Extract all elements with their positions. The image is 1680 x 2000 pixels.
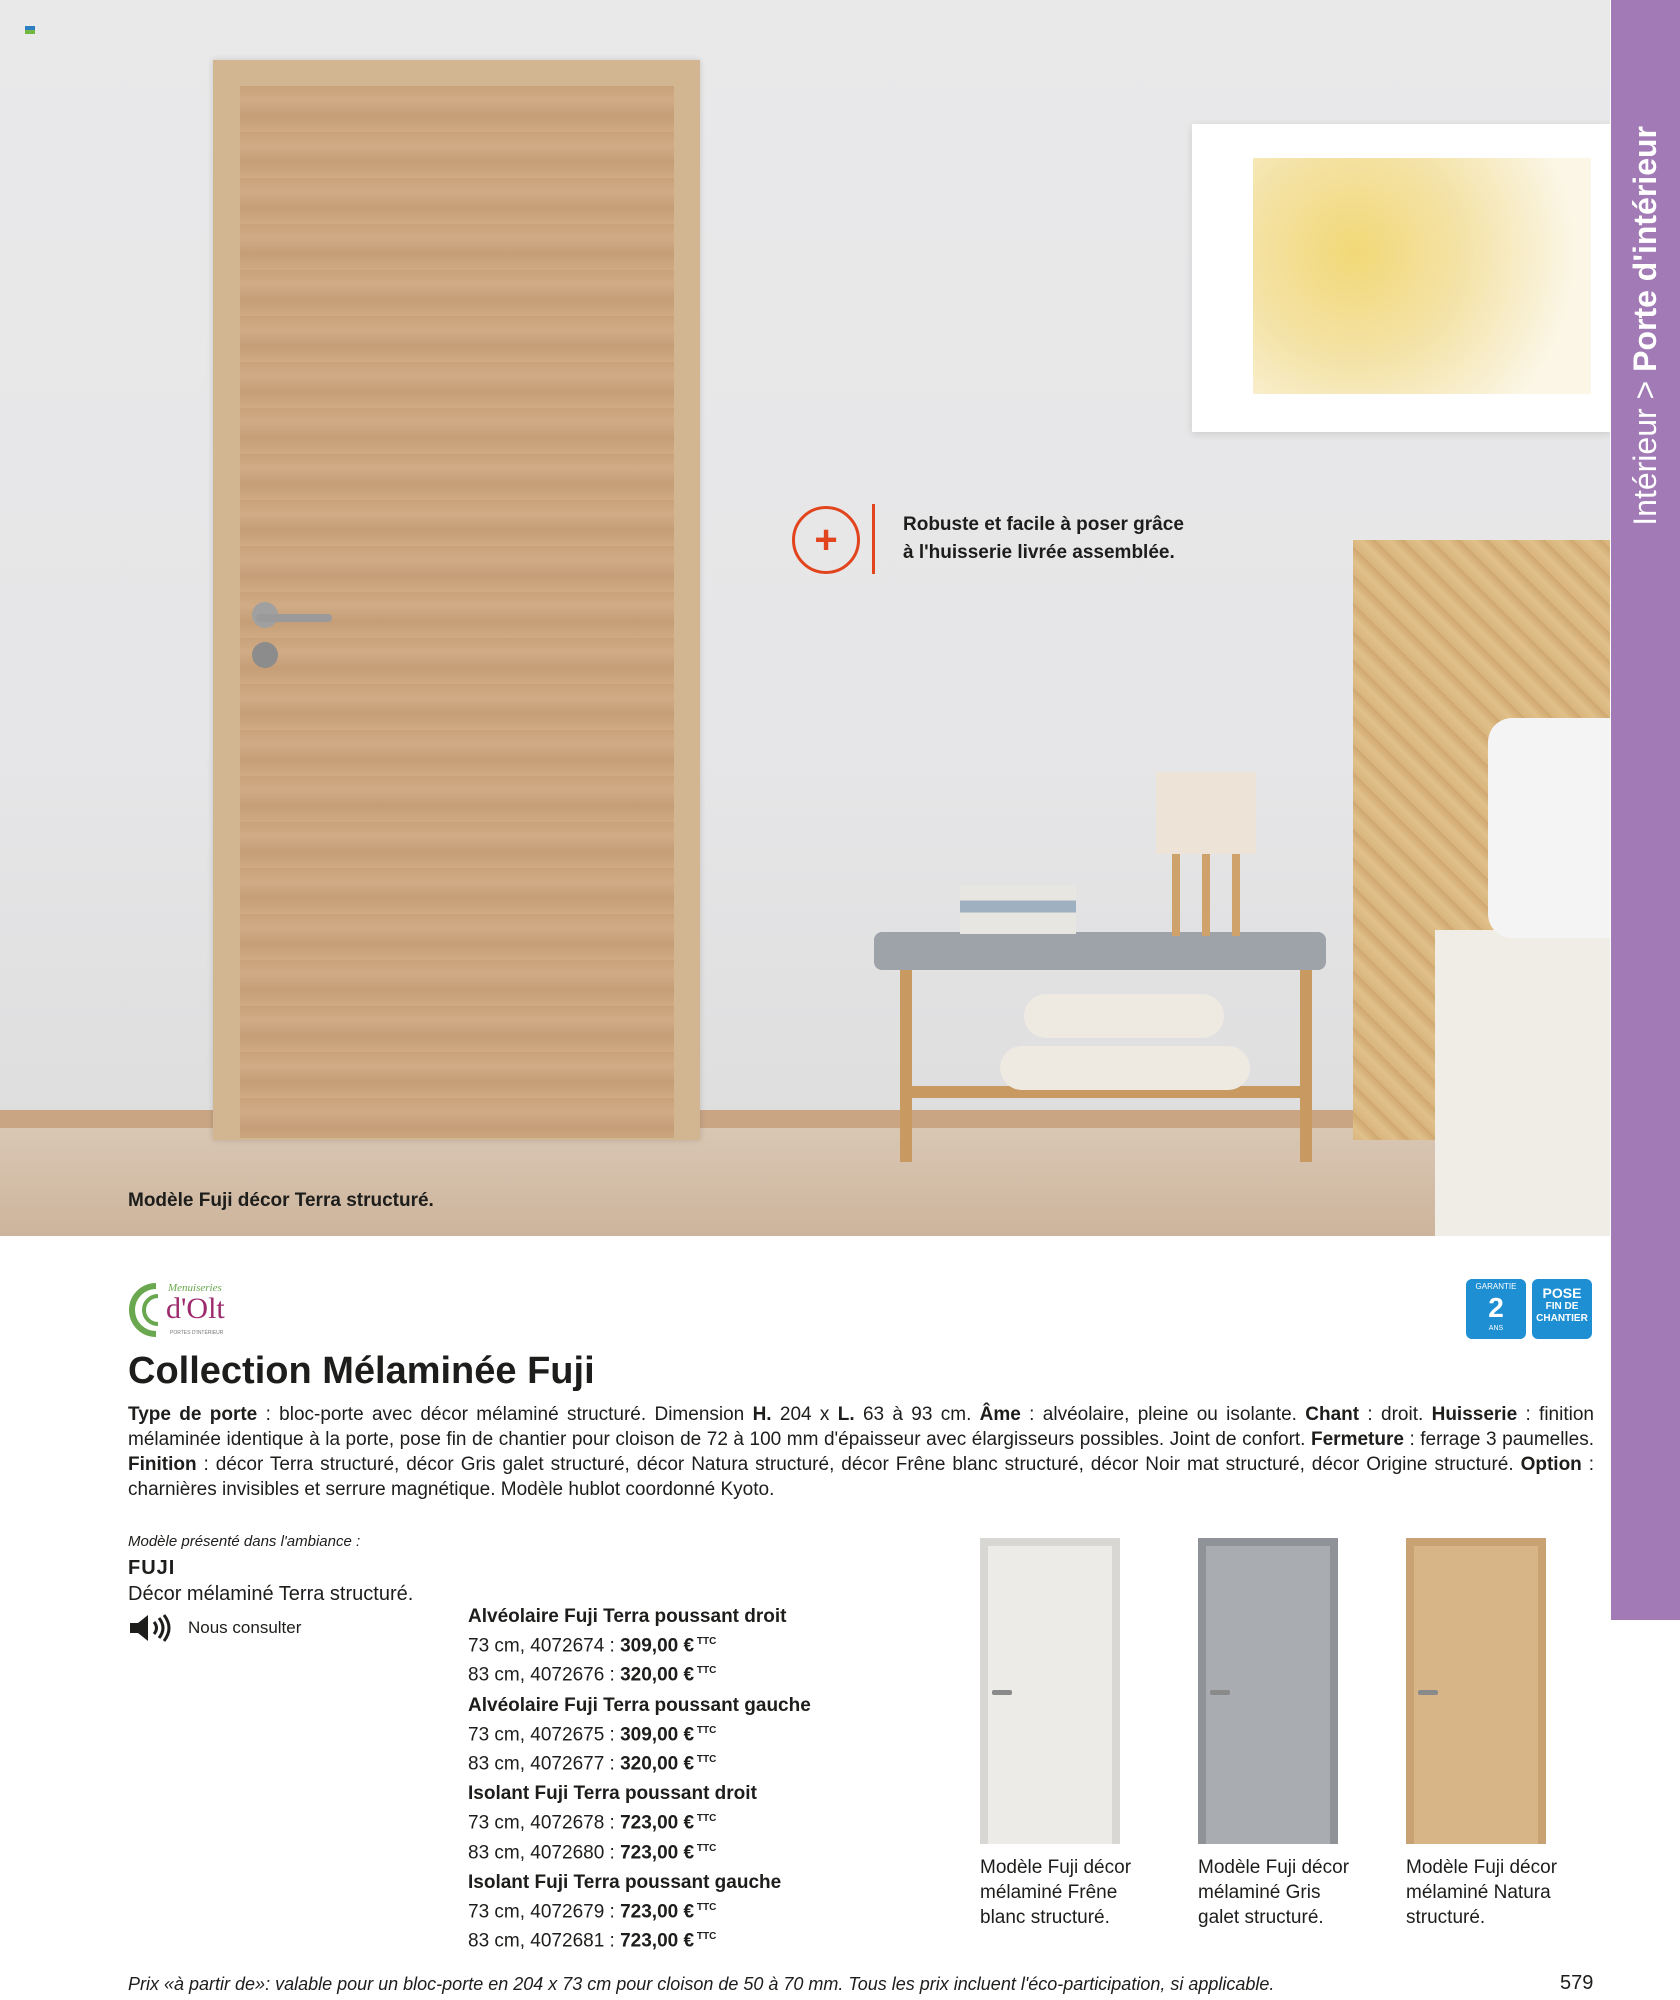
feature-line-2: à l'huisserie livrée assemblée. <box>903 542 1175 563</box>
price-footnote: Prix «à partir de»: valable pour un bloc-porte en 204 x 73 cm pour cloison de 50 à 70 mm. Tous les prix incluent l'éco-participation, si applicable. <box>128 1974 1275 1994</box>
description-term: L. <box>837 1404 855 1425</box>
bed <box>1435 930 1610 1236</box>
lamp-leg <box>1232 852 1240 936</box>
price-tax: TTC <box>694 1901 717 1913</box>
variant-caption-line: structuré. <box>1406 1907 1486 1928</box>
variant-door-leaf <box>988 1546 1112 1844</box>
brand-sub: Menuiseries <box>168 1282 222 1294</box>
price-reference: 83 cm, 4072677 : <box>468 1753 621 1775</box>
feature-divider <box>872 504 875 574</box>
price-group-title: Alvéolaire Fuji Terra poussant droit <box>468 1606 787 1627</box>
feature-line-1: Robuste et facile à poser grâce <box>903 514 1184 535</box>
lamp-leg <box>1172 852 1180 936</box>
floor <box>0 1128 1610 1236</box>
bench-leg <box>900 966 912 1162</box>
variant-door-image <box>1198 1538 1338 1844</box>
price-tax: TTC <box>694 1842 717 1854</box>
collection-title: Collection Mélaminée Fuji <box>128 1350 595 1392</box>
wall-picture-art <box>1253 158 1591 394</box>
price-line <box>468 1747 888 1776</box>
hero-caption: Modèle Fuji décor Terra structuré. <box>128 1190 434 1211</box>
price-line <box>468 1836 888 1865</box>
speaker-icon <box>128 1613 174 1643</box>
variant-caption-line: Modèle Fuji décor <box>1198 1857 1350 1878</box>
pose-line-2: FIN DE <box>1545 1301 1579 1312</box>
description-term: Fermeture <box>1311 1429 1404 1450</box>
bench-seat <box>874 932 1326 970</box>
section-separator: > <box>1627 381 1663 400</box>
ambiance-decor: Décor mélaminé Terra structuré. <box>128 1583 414 1605</box>
door-handle <box>256 614 332 622</box>
price-group-title: Isolant Fuji Terra poussant droit <box>468 1783 757 1805</box>
section-name: Intérieur <box>1627 408 1663 526</box>
variant-door-leaf <box>1206 1546 1330 1844</box>
bench-cushion <box>1000 1046 1250 1090</box>
description-text: : charnières invisibles et serrure magnétique. Modèle hublot coordonné Kyoto. <box>128 1454 1594 1500</box>
bench-leg <box>1300 966 1312 1162</box>
description-text: : bloc-porte avec décor mélaminé structuré. Dimension <box>257 1404 753 1425</box>
pose-line-3: CHANTIER <box>1536 1313 1588 1324</box>
variant-caption-line: Modèle Fuji décor <box>980 1857 1132 1878</box>
price-group-title: Alvéolaire Fuji Terra poussant gauche <box>468 1694 811 1716</box>
lamp-shade <box>1156 772 1256 854</box>
description-text: 63 à 93 cm. <box>854 1404 980 1425</box>
ambiance-label: Modèle présenté dans l'ambiance : <box>128 1533 361 1550</box>
description-text: : alvéolaire, pleine ou isolante. <box>1020 1404 1306 1425</box>
print-mark-icon <box>25 26 35 34</box>
price-amount: 309,00 € <box>620 1635 695 1657</box>
consult-text: Nous consulter <box>188 1618 302 1637</box>
lamp-leg <box>1202 852 1210 936</box>
price-line <box>468 1895 888 1924</box>
variant-door-leaf <box>1414 1546 1538 1844</box>
price-reference: 73 cm, 4072679 : <box>468 1901 621 1923</box>
variant-caption-line: blanc structuré. <box>980 1907 1110 1928</box>
description-term: H. <box>752 1404 772 1425</box>
pillow <box>1488 718 1610 938</box>
variant-caption-line: mélaminé Gris <box>1198 1882 1321 1903</box>
price-reference: 83 cm, 4072676 : <box>468 1664 621 1686</box>
variant-door-handle <box>992 1690 1012 1695</box>
books <box>960 886 1076 934</box>
variant-caption-line: Modèle Fuji décor <box>1406 1857 1558 1878</box>
brand-tagline: PORTES D'INTÉRIEUR <box>170 1330 224 1336</box>
price-amount: 320,00 € <box>620 1753 695 1775</box>
description-term: Finition <box>128 1454 197 1475</box>
price-tax: TTC <box>694 1813 717 1825</box>
variant-door-handle <box>1418 1690 1438 1695</box>
collection-description <box>128 1402 1594 1502</box>
variant-caption-line: mélaminé Frêne <box>980 1882 1118 1903</box>
guarantee-unit: ANS <box>1488 1325 1504 1332</box>
price-tax: TTC <box>694 1665 717 1677</box>
price-reference: 73 cm, 4072678 : <box>468 1812 621 1834</box>
price-line <box>468 1658 888 1687</box>
plus-circle-icon: + <box>792 506 860 574</box>
price-reference: 83 cm, 4072681 : <box>468 1930 621 1952</box>
description-text: 204 x <box>771 1404 838 1425</box>
price-amount: 309,00 € <box>620 1723 695 1745</box>
price-line <box>468 1629 888 1658</box>
price-reference: 73 cm, 4072675 : <box>468 1723 621 1745</box>
description-text: : droit. <box>1359 1404 1432 1425</box>
door-leaf <box>240 86 674 1138</box>
variant-caption <box>980 1855 1180 1930</box>
price-list <box>468 1605 888 1960</box>
guarantee-years: 2 <box>1488 1292 1504 1323</box>
price-tax: TTC <box>694 1753 717 1765</box>
description-term: Huisserie <box>1431 1404 1518 1425</box>
consult-block <box>128 1613 301 1643</box>
price-tax: TTC <box>694 1931 717 1943</box>
variant-caption-line: galet structuré. <box>1198 1907 1324 1928</box>
door-keyhole <box>252 642 278 668</box>
variant-caption <box>1198 1855 1398 1930</box>
page-number: 579 <box>1560 1972 1594 1994</box>
variant-door-image <box>980 1538 1120 1844</box>
variant-door-image <box>1406 1538 1546 1844</box>
bench-cushion <box>1024 994 1224 1038</box>
price-amount: 723,00 € <box>620 1841 695 1863</box>
price-amount: 723,00 € <box>620 1930 695 1952</box>
price-line <box>468 1924 888 1953</box>
price-reference: 73 cm, 4072674 : <box>468 1635 621 1657</box>
price-group <box>468 1605 888 1688</box>
section-tab-label <box>1611 86 1680 526</box>
price-group <box>468 1782 888 1865</box>
description-term: Type de porte <box>128 1404 258 1425</box>
price-line <box>468 1806 888 1835</box>
description-term: Option <box>1520 1454 1582 1475</box>
description-text: : finition mélaminée identique à la porte, pose fin de chantier pour cloison de 72 à 100 mm d'épaisseur avec élargisseurs possibles. Joint de confort. <box>128 1404 1594 1450</box>
ambiance-model: FUJI <box>128 1557 176 1579</box>
price-reference: 83 cm, 4072680 : <box>468 1841 621 1863</box>
price-amount: 723,00 € <box>620 1901 695 1923</box>
pose-line-1: POSE <box>1542 1285 1582 1301</box>
variant-caption <box>1406 1855 1606 1930</box>
brand-name: d'Olt <box>166 1292 225 1325</box>
description-text: : décor Terra structuré, décor Gris galet structuré, décor Natura structuré, décor Frêne blanc structuré, décor Noir mat structuré, décor Origine structuré. <box>196 1454 1521 1475</box>
variant-door-handle <box>1210 1690 1230 1695</box>
subsection-name: Porte d'intérieur <box>1627 126 1663 373</box>
variant-caption-line: mélaminé Natura <box>1406 1882 1551 1903</box>
guarantee-badge <box>1466 1279 1526 1339</box>
price-amount: 320,00 € <box>620 1664 695 1686</box>
price-group-title: Isolant Fuji Terra poussant gauche <box>468 1871 782 1893</box>
price-line <box>468 1718 888 1747</box>
guarantee-label: GARANTIE <box>1475 1282 1517 1291</box>
pose-badge <box>1532 1279 1592 1339</box>
description-text: : ferrage 3 paumelles. <box>1403 1429 1595 1450</box>
description-term: Âme <box>979 1404 1021 1425</box>
price-group <box>468 1694 888 1777</box>
price-amount: 723,00 € <box>620 1812 695 1834</box>
price-tax: TTC <box>694 1724 717 1736</box>
price-group <box>468 1871 888 1954</box>
price-tax: TTC <box>694 1636 717 1647</box>
feature-callout <box>903 511 1223 567</box>
description-term: Chant <box>1305 1404 1360 1425</box>
